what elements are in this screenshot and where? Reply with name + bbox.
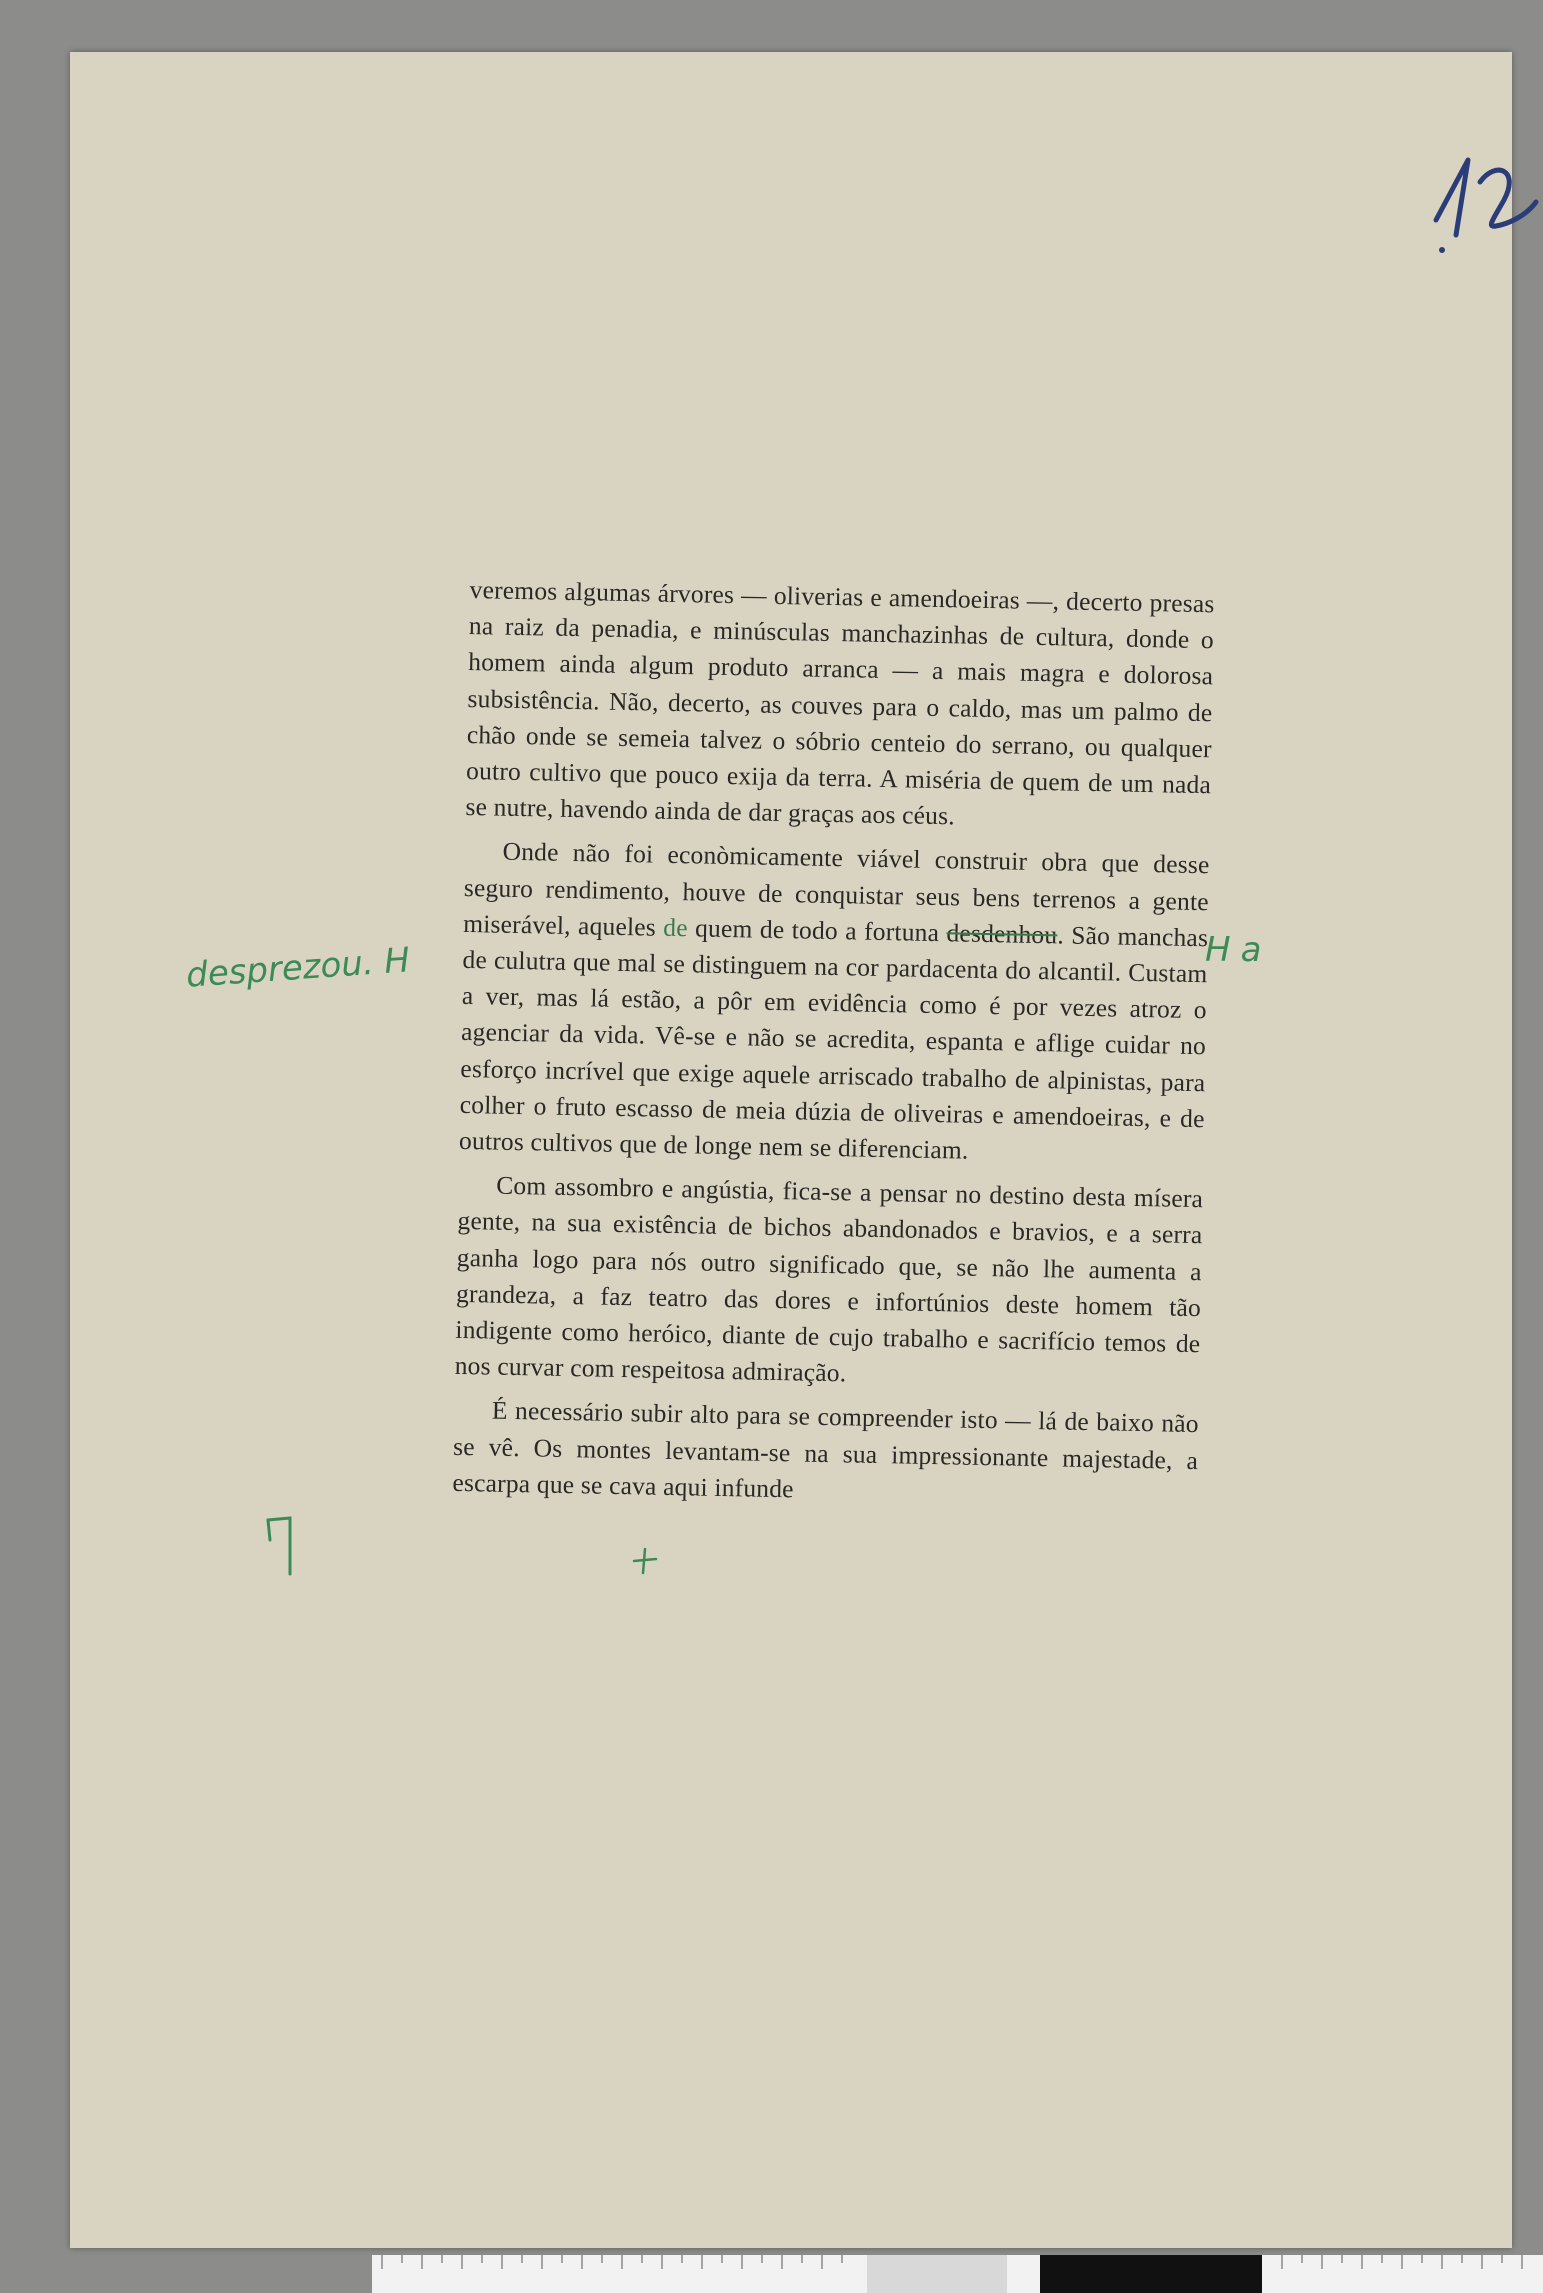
ruler-black-block bbox=[1040, 2255, 1262, 2293]
paragraph-4-text: É necessário subir alto para se compreender isto — lá de baixo não se vê. Os montes levantam-se na sua impressionante majestade, a escarpa que se cava aqui infunde bbox=[452, 1396, 1200, 1504]
paragraph-2-text-c: . São manchas de culutra que mal se distinguem na cor pardacenta do alcantil. Custam a ver, mas lá estão, a pôr em evidência como é por vezes atroz o agenciar da vida. Vê-se e não se acredita, espanta e aflige cuidar no esforço incrível que exige aquele arriscado trabalho de alpinistas, para colher o fruto escasso de meia dúzia de oliveiras e amendoeiras, e de outros cultivos que de longe nem se diferenciam. bbox=[458, 920, 1209, 1165]
struck-word: desdenhou bbox=[946, 918, 1058, 950]
margin-note-left: desprezou. H bbox=[184, 940, 412, 996]
paragraph-2-text-a: Onde não foi econòmicamente viável construir obra que desse seguro rendimento, houve de conquistar seus bens terrenos a gente miserável, aqueles bbox=[462, 837, 1210, 942]
ruler-gray-block bbox=[867, 2255, 1007, 2293]
paragraph-mark-icon bbox=[262, 1510, 302, 1578]
paragraph-1 bbox=[465, 572, 1215, 840]
paragraph-1-text: veremos algumas árvores — oliverias e amendoeiras —, decerto presas na raiz da penadia, e minúsculas manchazinhas de cultura, donde o homem ainda algum produto arranca — a mais magra e dolorosa subsistência. Não, decerto, as couves para o caldo, mas um palmo de chão onde se semeia talvez o sóbrio centeio do serrano, ou qualquer outro cultivo que pouco exija da terra. A miséria de quem de um nada se nutre, havendo ainda de dar graças aos céus. bbox=[465, 574, 1215, 831]
scale-ruler bbox=[372, 2255, 1543, 2293]
document-page bbox=[70, 52, 1512, 2248]
paragraph-2 bbox=[459, 833, 1210, 1173]
handwritten-page-number bbox=[1408, 140, 1543, 270]
body-text bbox=[452, 572, 1215, 1515]
paragraph-4 bbox=[452, 1392, 1199, 1515]
handwritten-insertion: de bbox=[663, 912, 689, 943]
paragraph-3-text: Com assombro e angústia, fica-se a pensar no destino desta mísera gente, na sua existência de bichos abandonados e bravios, e a serra ganha logo para nós outro significado que, se não lhe aumenta a grandeza, a faz teatro das dores e infortúnios deste homem tão indigente como heróico, diante de cujo trabalho e sacrifício temos de nos curvar com respeitosa admiração. bbox=[454, 1170, 1204, 1388]
insertion-mark-icon bbox=[630, 1545, 660, 1575]
paragraph-2-text-b: quem de todo a fortuna bbox=[687, 913, 947, 948]
paragraph-3 bbox=[454, 1167, 1203, 1398]
margin-note-right: Ha bbox=[1205, 930, 1272, 970]
